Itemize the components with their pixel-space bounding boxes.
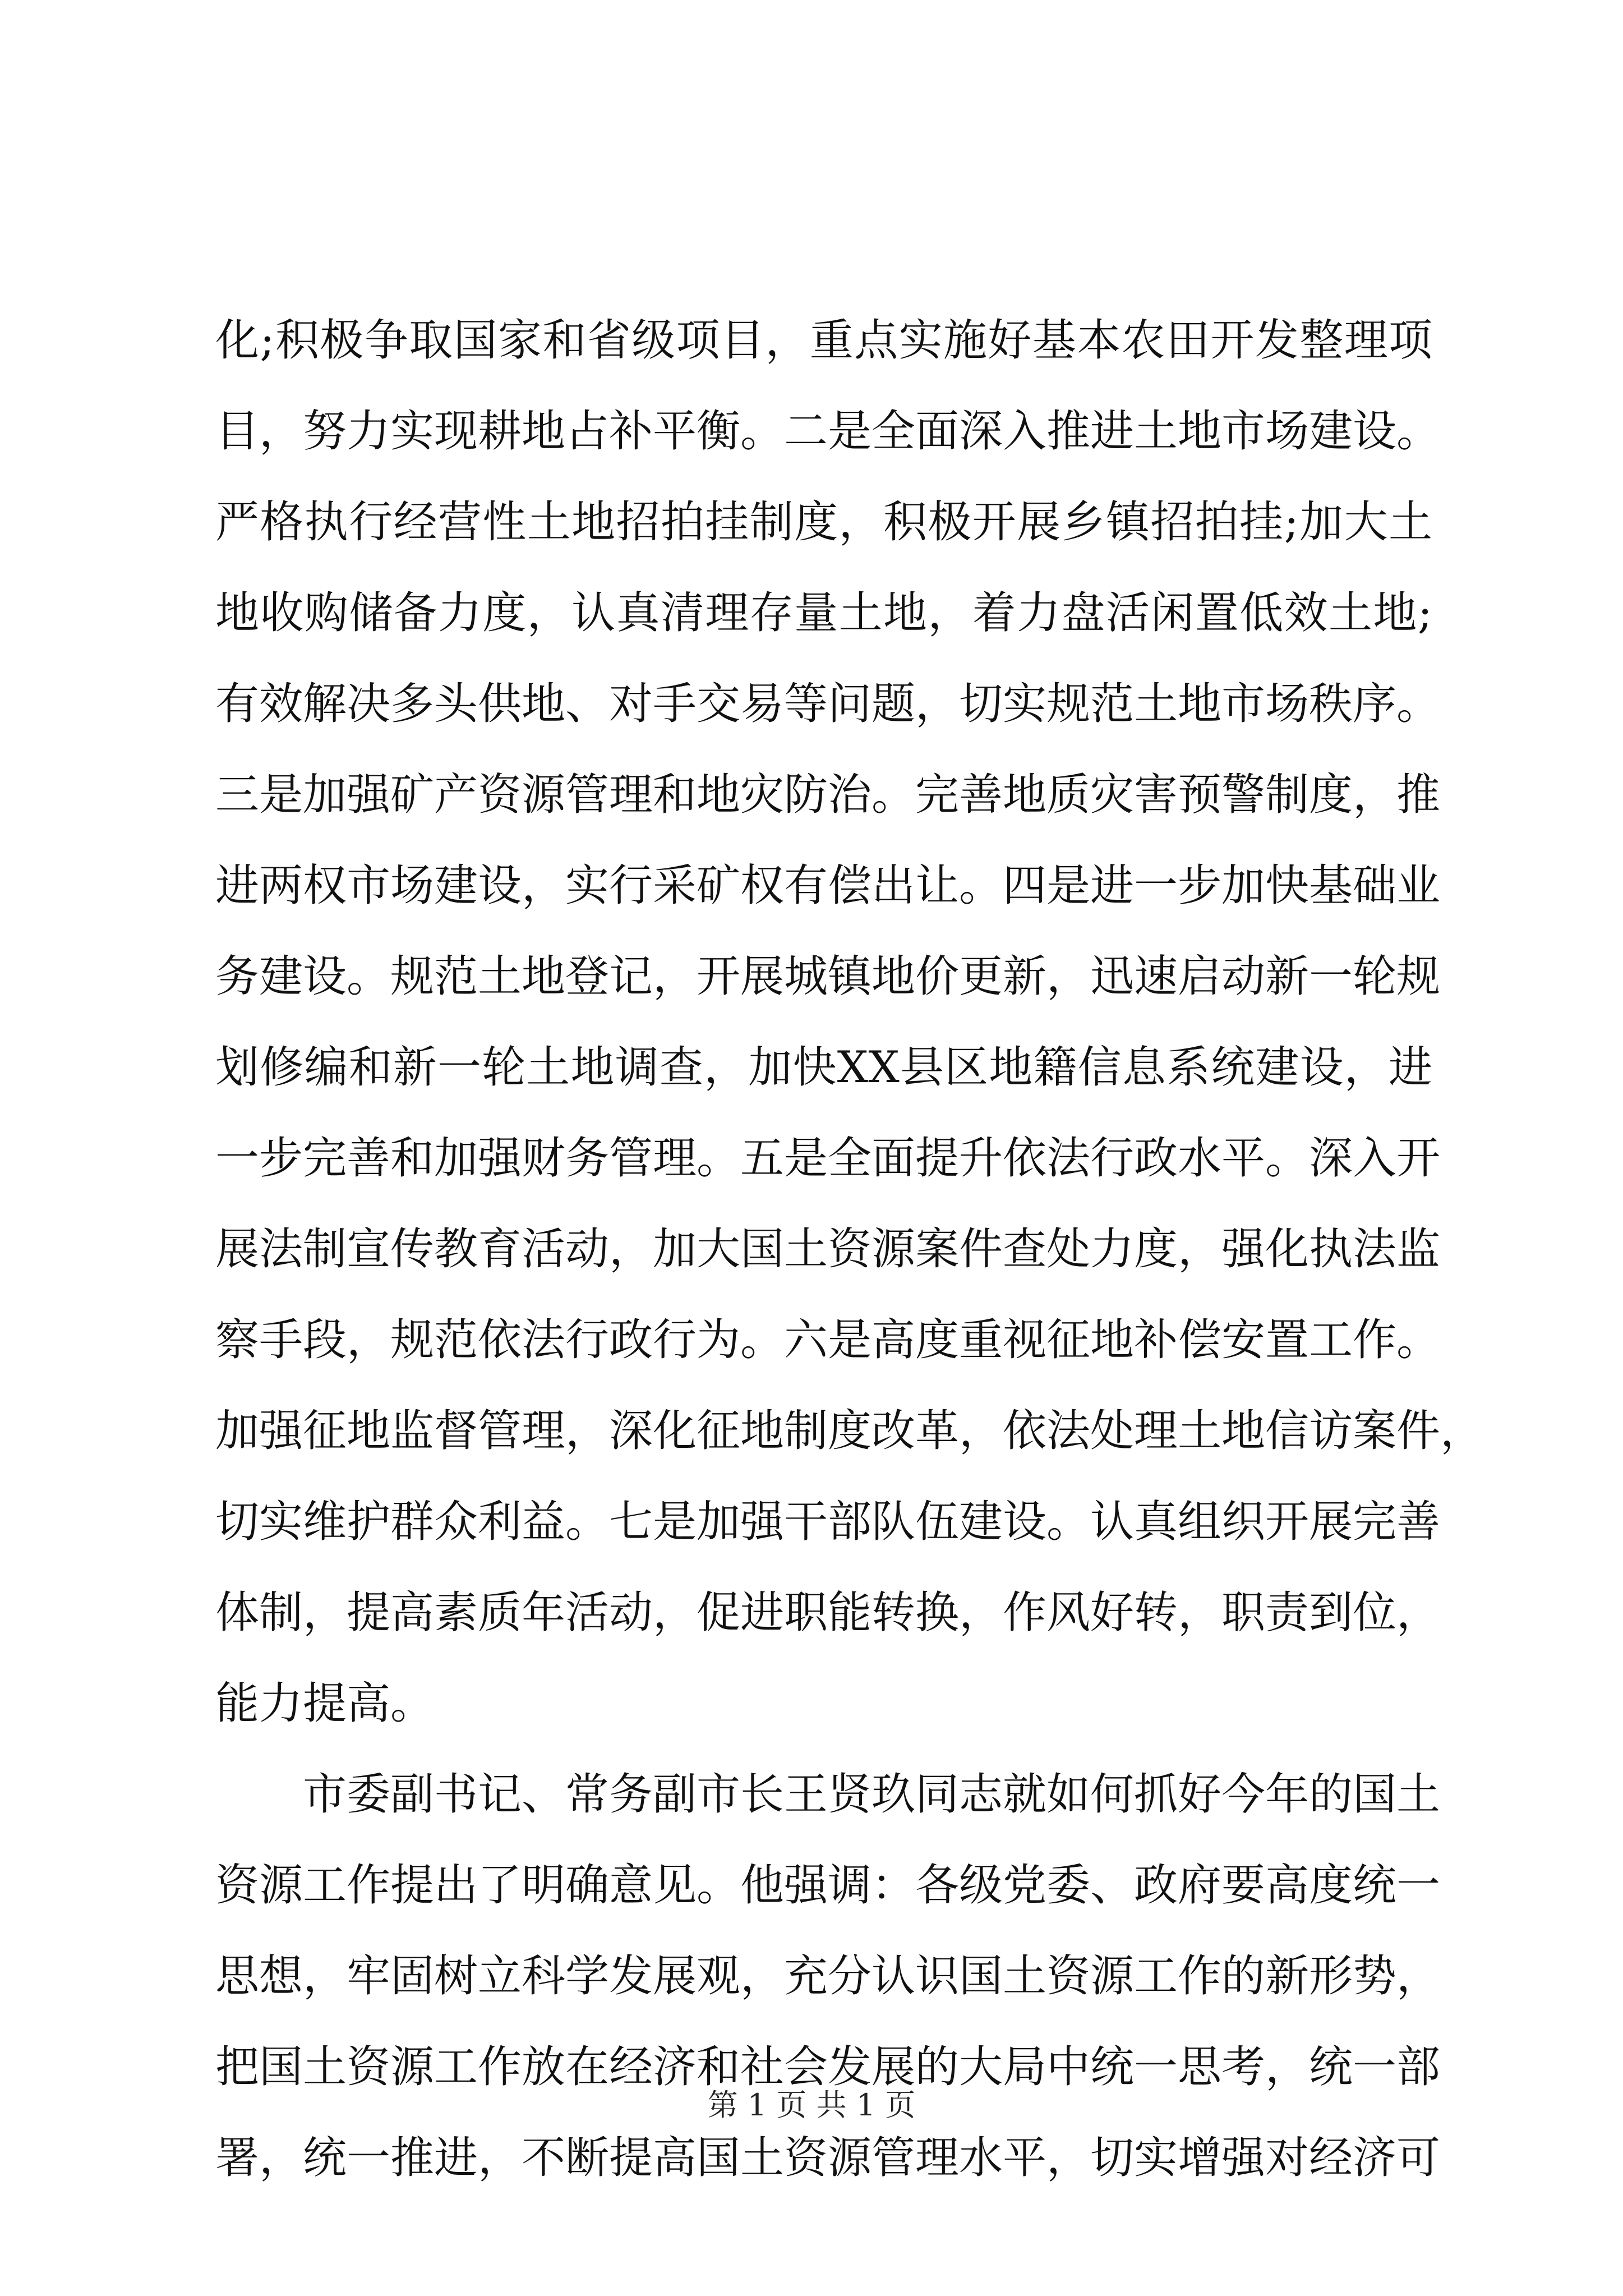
text-line: 思想，牢固树立科学发展观，充分认识国土资源工作的新形势， <box>215 1951 1441 2001</box>
text-line: 化;积极争取国家和省级项目，重点实施好基本农田开发整理项 <box>215 315 1432 366</box>
text-line: 目，努力实现耕地占补平衡。二是全面深入推进土地市场建设。 <box>215 406 1441 457</box>
text-line: 一步完善和加强财务管理。五是全面提升依法行政水平。深入开 <box>215 1133 1441 1184</box>
text-line: 体制，提高素质年活动，促进职能转换，作风好转，职责到位， <box>215 1588 1441 1638</box>
text-line: 进两权市场建设，实行采矿权有偿出让。四是进一步加快基础业 <box>215 861 1441 911</box>
text-line: 署，统一推进，不断提高国土资源管理水平，切实增强对经济可 <box>215 2133 1441 2183</box>
text-line: 加强征地监督管理，深化征地制度改革，依法处理土地信访案件， <box>215 1406 1484 1456</box>
text-line: 展法制宣传教育活动，加大国土资源案件查处力度，强化执法监 <box>215 1224 1441 1274</box>
text-line: 划修编和新一轮土地调查，加快XX县区地籍信息系统建设，进 <box>215 1042 1432 1093</box>
paragraph-2 <box>215 1749 1441 2203</box>
text-line: 三是加强矿产资源管理和地灾防治。完善地质灾害预警制度，推 <box>215 770 1441 820</box>
text-line: 把国土资源工作放在经济和社会发展的大局中统一思考，统一部 <box>215 2042 1441 2092</box>
paragraph-1 <box>215 295 1484 1749</box>
text-line: 切实维护群众利益。七是加强干部队伍建设。认真组织开展完善 <box>215 1497 1441 1547</box>
text-line: 严格执行经营性土地招拍挂制度，积极开展乡镇招拍挂;加大土 <box>215 497 1432 547</box>
text-line: 地收购储备力度，认真清理存量土地，着力盘活闲置低效土地; <box>215 588 1432 638</box>
text-line: 能力提高。 <box>215 1678 435 1729</box>
page-number-footer: 第 1 页 共 1 页 <box>707 2087 916 2123</box>
text-line: 察手段，规范依法行政行为。六是高度重视征地补偿安置工作。 <box>215 1315 1441 1365</box>
text-line: 有效解决多头供地、对手交易等问题，切实规范土地市场秩序。 <box>215 679 1441 729</box>
text-line: 务建设。规范土地登记，开展城镇地价更新，迅速启动新一轮规 <box>215 951 1441 1002</box>
text-line: 市委副书记、常务副市长王贤玖同志就如何抓好今年的国土 <box>303 1769 1441 1820</box>
body-text <box>215 295 1484 2203</box>
text-line: 资源工作提出了明确意见。他强调：各级党委、政府要高度统一 <box>215 1860 1441 1911</box>
